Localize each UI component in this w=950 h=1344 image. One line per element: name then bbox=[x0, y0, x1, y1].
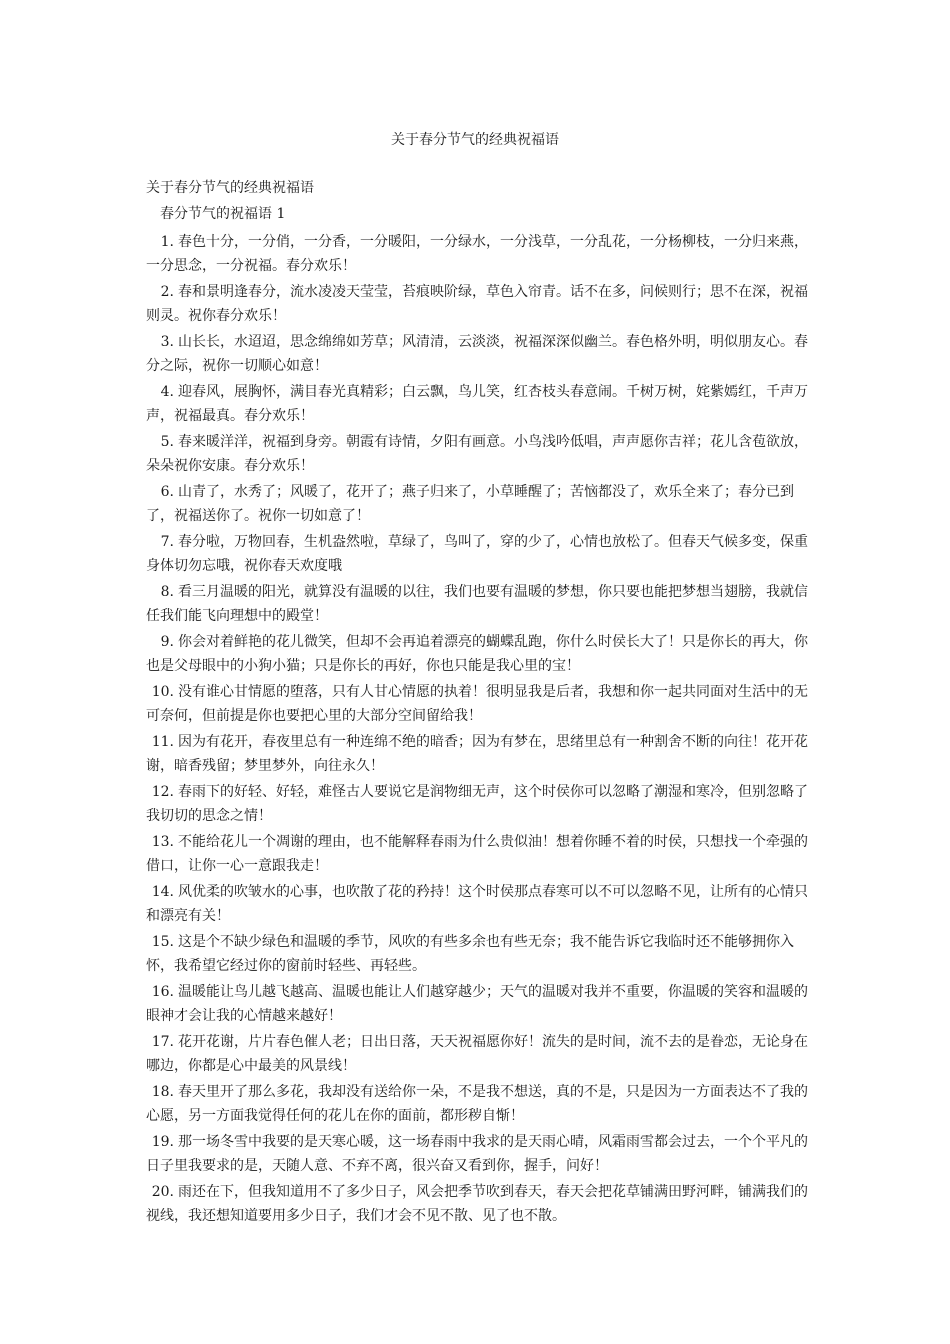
greeting-item bbox=[146, 1180, 814, 1228]
document-title: 关于春分节气的经典祝福语 bbox=[391, 132, 559, 148]
item-text: 山青了，水秀了；风暖了，花开了；燕子归来了，小草睡醒了；苦恼都没了，欢乐全来了；春分已到了，祝福送你了。祝你一切如意了！ bbox=[146, 484, 794, 524]
item-number: 8. bbox=[160, 584, 174, 600]
item-text: 看三月温暖的阳光，就算没有温暖的以往，我们也要有温暖的梦想，你只要也能把梦想当翅膀，我就信任我们能飞向理想中的殿堂！ bbox=[146, 584, 808, 624]
greeting-item bbox=[146, 280, 814, 328]
item-number: 15. bbox=[151, 934, 174, 950]
item-text: 山长长，水迢迢，思念绵绵如芳草；风清清，云淡淡，祝福深深似幽兰。春色格外明，明似朋友心。春分之际，祝你一切顺心如意！ bbox=[146, 334, 808, 374]
greeting-item bbox=[146, 430, 814, 478]
item-number: 1. bbox=[160, 234, 174, 250]
item-number: 4. bbox=[160, 384, 174, 400]
greeting-item bbox=[146, 630, 814, 678]
greeting-item bbox=[146, 480, 814, 528]
item-number: 13. bbox=[151, 834, 174, 850]
item-text: 春分啦，万物回春，生机盎然啦，草绿了，鸟叫了，穿的少了，心情也放松了。但春天气候多变，保重身体切勿忘哦，祝你春天欢度哦 bbox=[146, 534, 808, 574]
item-number: 11. bbox=[151, 734, 174, 750]
greeting-item bbox=[146, 730, 814, 778]
section-heading: 关于春分节气的经典祝福语 bbox=[146, 180, 314, 196]
greeting-item bbox=[146, 230, 814, 278]
item-text: 花开花谢，片片春色催人老；日出日落，天天祝福愿你好！流失的是时间，流不去的是眷恋，无论身在哪边，你都是心中最美的风景线！ bbox=[146, 1034, 808, 1074]
item-number: 7. bbox=[160, 534, 174, 550]
item-number: 10. bbox=[151, 684, 174, 700]
greeting-list bbox=[146, 230, 814, 1228]
item-text: 春和景明逢春分，流水凌凌天莹莹，苔痕映阶绿，草色入帘青。话不在多，问候则行；思不在深，祝福则灵。祝你春分欢乐！ bbox=[146, 284, 808, 324]
greeting-item bbox=[146, 830, 814, 878]
item-number: 12. bbox=[151, 784, 174, 800]
item-number: 3. bbox=[160, 334, 174, 350]
greeting-item bbox=[146, 680, 814, 728]
item-text: 没有谁心甘情愿的堕落，只有人甘心情愿的执着！很明显我是后者，我想和你一起共同面对生活中的无可奈何，但前提是你也要把心里的大部分空间留给我！ bbox=[146, 684, 808, 724]
item-number: 19. bbox=[151, 1134, 174, 1150]
item-text: 春色十分，一分俏，一分香，一分暖阳，一分绿水，一分浅草，一分乱花，一分杨柳枝，一分归来燕，一分思念，一分祝福。春分欢乐！ bbox=[146, 234, 808, 274]
item-text: 你会对着鲜艳的花儿微笑，但却不会再追着漂亮的蝴蝶乱跑，你什么时侯长大了！只是你长的再大，你也是父母眼中的小狗小猫；只是你长的再好，你也只能是我心里的宝！ bbox=[146, 634, 808, 674]
greeting-item bbox=[146, 780, 814, 828]
item-number: 20. bbox=[151, 1184, 174, 1200]
item-text: 温暖能让鸟儿越飞越高、温暖也能让人们越穿越少；天气的温暖对我并不重要，你温暖的笑容和温暖的眼神才会让我的心情越来越好！ bbox=[146, 984, 808, 1024]
document-body bbox=[146, 178, 814, 1230]
item-number: 16. bbox=[151, 984, 174, 1000]
item-number: 14. bbox=[151, 884, 174, 900]
item-number: 17. bbox=[151, 1034, 174, 1050]
greeting-item bbox=[146, 880, 814, 928]
greeting-item bbox=[146, 1080, 814, 1128]
item-number: 2. bbox=[160, 284, 174, 300]
item-text: 风优柔的吹皱水的心事，也吹散了花的矜持！这个时侯那点春寒可以不可以忽略不见，让所有的心情只和漂亮有关！ bbox=[146, 884, 808, 924]
greeting-item bbox=[146, 580, 814, 628]
item-text: 这是个不缺少绿色和温暖的季节，风吹的有些多余也有些无奈；我不能告诉它我临时还不能够拥你入怀，我希望它经过你的窗前时轻些、再轻些。 bbox=[146, 934, 794, 974]
greeting-item bbox=[146, 1030, 814, 1078]
item-text: 因为有花开，春夜里总有一种连绵不绝的暗香；因为有梦在，思绪里总有一种割舍不断的向往！花开花谢，暗香残留；梦里梦外，向往永久！ bbox=[146, 734, 808, 774]
item-number: 18. bbox=[151, 1084, 174, 1100]
greeting-item bbox=[146, 330, 814, 378]
item-text: 那一场冬雪中我要的是天寒心暖，这一场春雨中我求的是天雨心晴，风霜雨雪都会过去，一个个平凡的日子里我要求的是，天随人意、不弃不离，很兴奋又看到你，握手，问好！ bbox=[146, 1134, 808, 1174]
item-text: 雨还在下，但我知道用不了多少日子，风会把季节吹到春天，春天会把花草铺满田野河畔，铺满我们的视线，我还想知道要用多少日子，我们才会不见不散、见了也不散。 bbox=[146, 1184, 808, 1224]
greeting-item bbox=[146, 380, 814, 428]
greeting-item bbox=[146, 980, 814, 1028]
item-text: 春天里开了那么多花，我却没有送给你一朵，不是我不想送，真的不是，只是因为一方面表达不了我的心愿，另一方面我觉得任何的花儿在你的面前，都形秽自惭！ bbox=[146, 1084, 808, 1124]
greeting-item bbox=[146, 930, 814, 978]
subsection-heading: 春分节气的祝福语 1 bbox=[160, 206, 286, 222]
greeting-item bbox=[146, 1130, 814, 1178]
item-text: 春来暖洋洋，祝福到身旁。朝霞有诗情，夕阳有画意。小鸟浅吟低唱，声声愿你吉祥；花儿含苞欲放，朵朵祝你安康。春分欢乐！ bbox=[146, 434, 808, 474]
item-number: 6. bbox=[160, 484, 174, 500]
item-text: 春雨下的好轻、好轻，难怪古人要说它是润物细无声，这个时侯你可以忽略了潮湿和寒冷，但别忽略了我切切的思念之情！ bbox=[146, 784, 808, 824]
item-number: 9. bbox=[160, 634, 174, 650]
item-text: 不能给花儿一个凋谢的理由，也不能解释春雨为什么贵似油！想着你睡不着的时侯，只想找一个牵强的借口，让你一心一意跟我走！ bbox=[146, 834, 808, 874]
greeting-item bbox=[146, 530, 814, 578]
item-number: 5. bbox=[160, 434, 174, 450]
item-text: 迎春风，展胸怀，满目春光真精彩；白云飘，鸟儿笑，红杏枝头春意闹。千树万树，姹紫嫣红，千声万声，祝福最真。春分欢乐！ bbox=[146, 384, 808, 424]
